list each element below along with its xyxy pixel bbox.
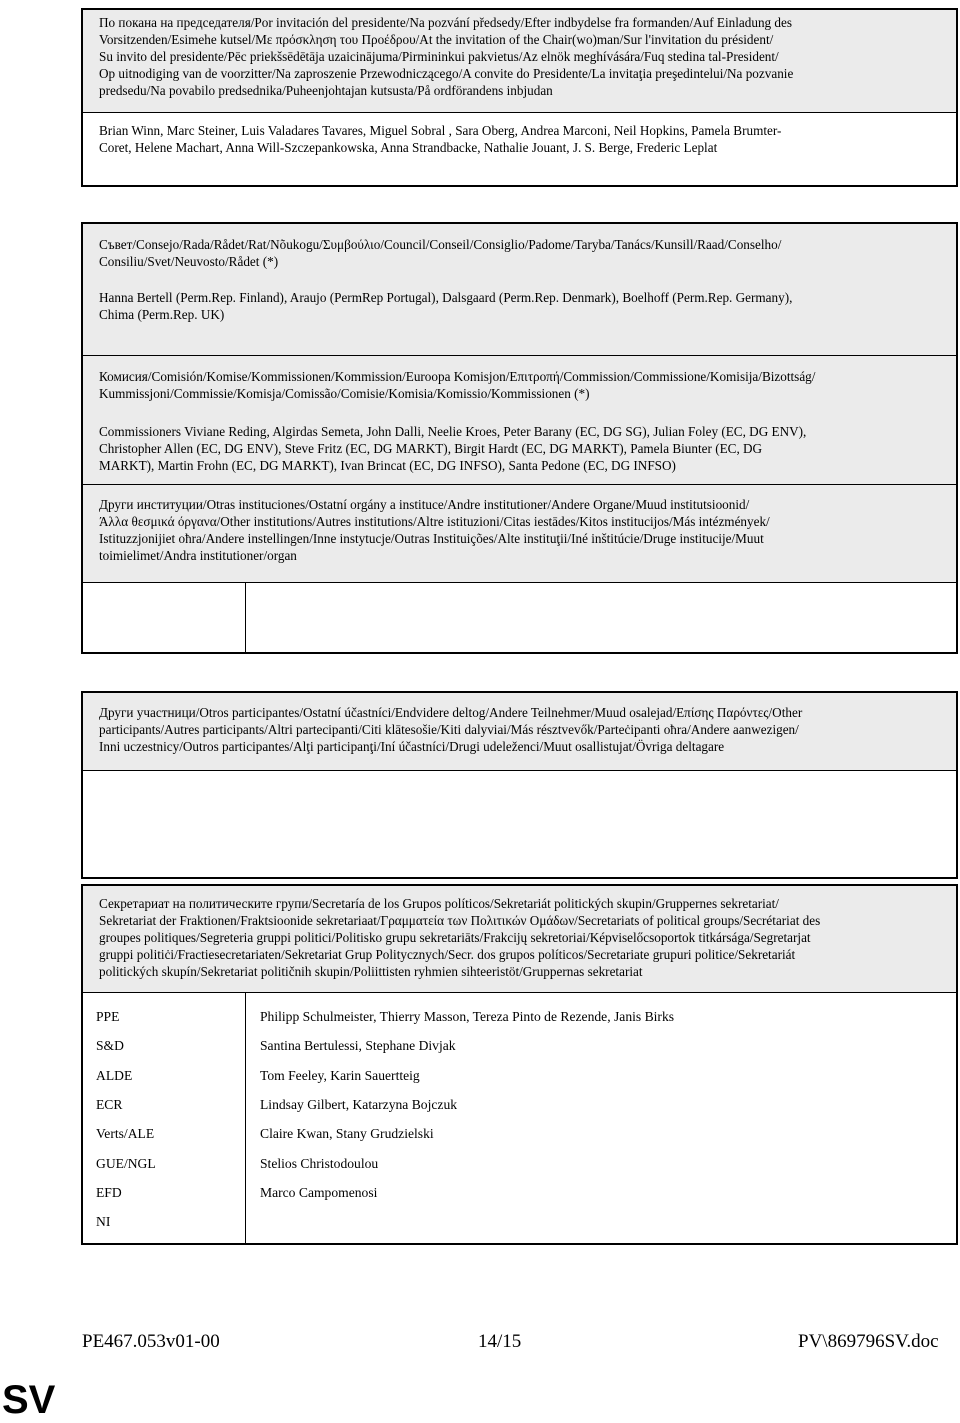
group-names: Marco Campomenosi [260, 1185, 378, 1200]
group-names: Stelios Christodoulou [260, 1156, 379, 1171]
institutions-box [81, 222, 958, 654]
commission-section [83, 356, 956, 485]
group-abbr: ECR [96, 1097, 123, 1112]
other-institutions-table [83, 583, 956, 652]
council-section [83, 224, 956, 356]
group-abbr: GUE/NGL [96, 1156, 156, 1171]
group-abbr: S&D [96, 1038, 124, 1053]
chair-box [81, 8, 958, 187]
group-names: Claire Kwan, Stany Grudzielski [260, 1126, 434, 1141]
file-name: PV\869796SV.doc [798, 1331, 939, 1352]
other-participants-box [81, 691, 958, 879]
group-abbr: EFD [96, 1185, 122, 1200]
secretariat-box [81, 884, 958, 1245]
group-names: Tom Feeley, Karin Sauertteig [260, 1068, 420, 1083]
document-reference: PE467.053v01-00 [82, 1331, 220, 1352]
language-code: SV [2, 1378, 56, 1422]
secretariat-heading: Секретариат на политическите групи/Secretaría de los Grupos políticos/Sekretariát politických skupin/Gruppernes sekretariat/ Sekretariat der Fraktionen/Fraktsioonide sekretariaat/Γραμματεία των Πολιτικών Ομάδων/Secretariats of political groups/Secrétariat des groupes politiques/Segreteria gruppi politici/Politisko grupu sekretariāts/Frakcijų sekretoriai/Képviselőcsoportok titkársága/Segretarjat gruppi politiċi/Fractiesecretariaten/Sekretariat Grup Politycznych/Secr. dos grupos políticos/Secretariate grupuri politice/Sekretariát politických skupín/Sekretariat političnih skupin/Poliittisten ryhmien sihteeristöt/Gruppernas sekretariat [83, 886, 956, 993]
commission-names: Commissioners Viviane Reding, Algirdas Semeta, John Dalli, Neelie Kroes, Peter Barany (EC, DG SG), Julian Foley (EC, DG ENV), Christopher Allen (EC, DG ENV), Steve Fritz (EC, DG MARKT), Birgit Hardt (EC, DG MARKT), Pamela Biunter (EC, DG MARKT), Martin Frohn (EC, DG MARKT), Ivan Brincat (EC, DG INFSO), Santa Pedone (EC, DG INFSO) [99, 424, 807, 473]
commission-heading: Комисия/Comisión/Komise/Kommissionen/Kommission/Euroopa Komisjon/Επιτροπή/Commission/Commissione/Komisija/Bizottság/ Kummissjoni/Commissie/Komisja/Comissão/Comisie/Komisia/Komissio/Kommissionen (*) [99, 369, 816, 401]
other-participants-heading: Други участници/Otros participantes/Ostatní účastníci/Endvidere deltog/Andere Teilnehmer/Muud osalejad/Επίσης Παρόντες/Other participants/Autres participants/Altri partecipanti/Citi klātesošie/Kiti dalyviai/Más résztvevők/Parteċipanti oħra/Andere aanwezigen/ Inni uczestnicy/Outros participantes/Alţi participanţi/Iní účastníci/Drugi udeleženci/Muut osallistujat/Övriga deltagare [83, 693, 956, 771]
page-number: 14/15 [478, 1331, 522, 1352]
group-abbr: Verts/ALE [96, 1126, 155, 1141]
groups-column [83, 993, 246, 1243]
other-institutions-section [83, 485, 956, 583]
group-names: Santina Bertulessi, Stephane Divjak [260, 1038, 456, 1053]
council-names: Hanna Bertell (Perm.Rep. Finland), Araujo (PermRep Portugal), Dalsgaard (Perm.Rep. Denmark), Boelhoff (Perm.Rep. Germany), Chima (Perm.Rep. UK) [99, 290, 793, 322]
column-divider [245, 583, 246, 652]
other-institutions-heading: Други институции/Otras instituciones/Ostatní orgány a instituce/Andre institutioner/Andere Organe/Muud institutsioonid/ Άλλα θεσμικά όργανα/Other institutions/Autres institutions/Altre istituzioni/Citas iestādes/Kitos institucijos/Más intézmények/ Istituzzjonijiet oħra/Andere instellingen/Inne instytucje/Outras Instituições/Alte instituţii/Iné inštitúcie/Druge institucije/Muut toimielimet/Andra institutioner/organ [99, 497, 770, 563]
group-abbr: ALDE [96, 1068, 133, 1083]
group-abbr: NI [96, 1214, 111, 1229]
groups-table [83, 993, 956, 1243]
group-abbr: PPE [96, 1009, 120, 1024]
group-names: Lindsay Gilbert, Katarzyna Bojczuk [260, 1097, 458, 1112]
council-heading: Съвет/Consejo/Rada/Rådet/Rat/Nõukogu/Συμβούλιο/Council/Conseil/Consiglio/Padome/Taryba/Tanács/Kunsill/Raad/Conselho/ Consiliu/Svet/Neuvosto/Rådet (*) [99, 237, 782, 269]
chair-heading: По покана на председателя/Por invitación del presidente/Na pozvání předsedy/Efter indbydelse fra formanden/Auf Einladung des Vorsitzenden/Esimehe kutsel/Με πρόσκληση του Προέδρου/At the invitation of the Chair(wo)man/Sur l'invitation du président/ Su invito del presidente/Pēc priekšsēdētāja uzaicinājuma/Pirmininkui pakvietus/Az elnök meghívására/Fuq stedina tal-President/ Op uitnodiging van de voorzitter/Na zaproszenie Przewodniczącego/A convite do Presidente/La invitaţia preşedintelui/Na pozvanie predsedu/Na povabilo predsednika/Puheenjohtajan kutsusta/På ordförandens inbjudan [83, 10, 956, 113]
chair-names: Brian Winn, Marc Steiner, Luis Valadares Tavares, Miguel Sobral , Sara Oberg, Andrea Marconi, Neil Hopkins, Pamela Brumter- Coret, Helene Machart, Anna Will-Szczepankowska, Anna Strandbacke, Nathalie Jouant, J. S. Berge, Frederic Leplat [99, 123, 782, 155]
group-names: Philipp Schulmeister, Thierry Masson, Tereza Pinto de Rezende, Janis Birks [260, 1009, 675, 1024]
